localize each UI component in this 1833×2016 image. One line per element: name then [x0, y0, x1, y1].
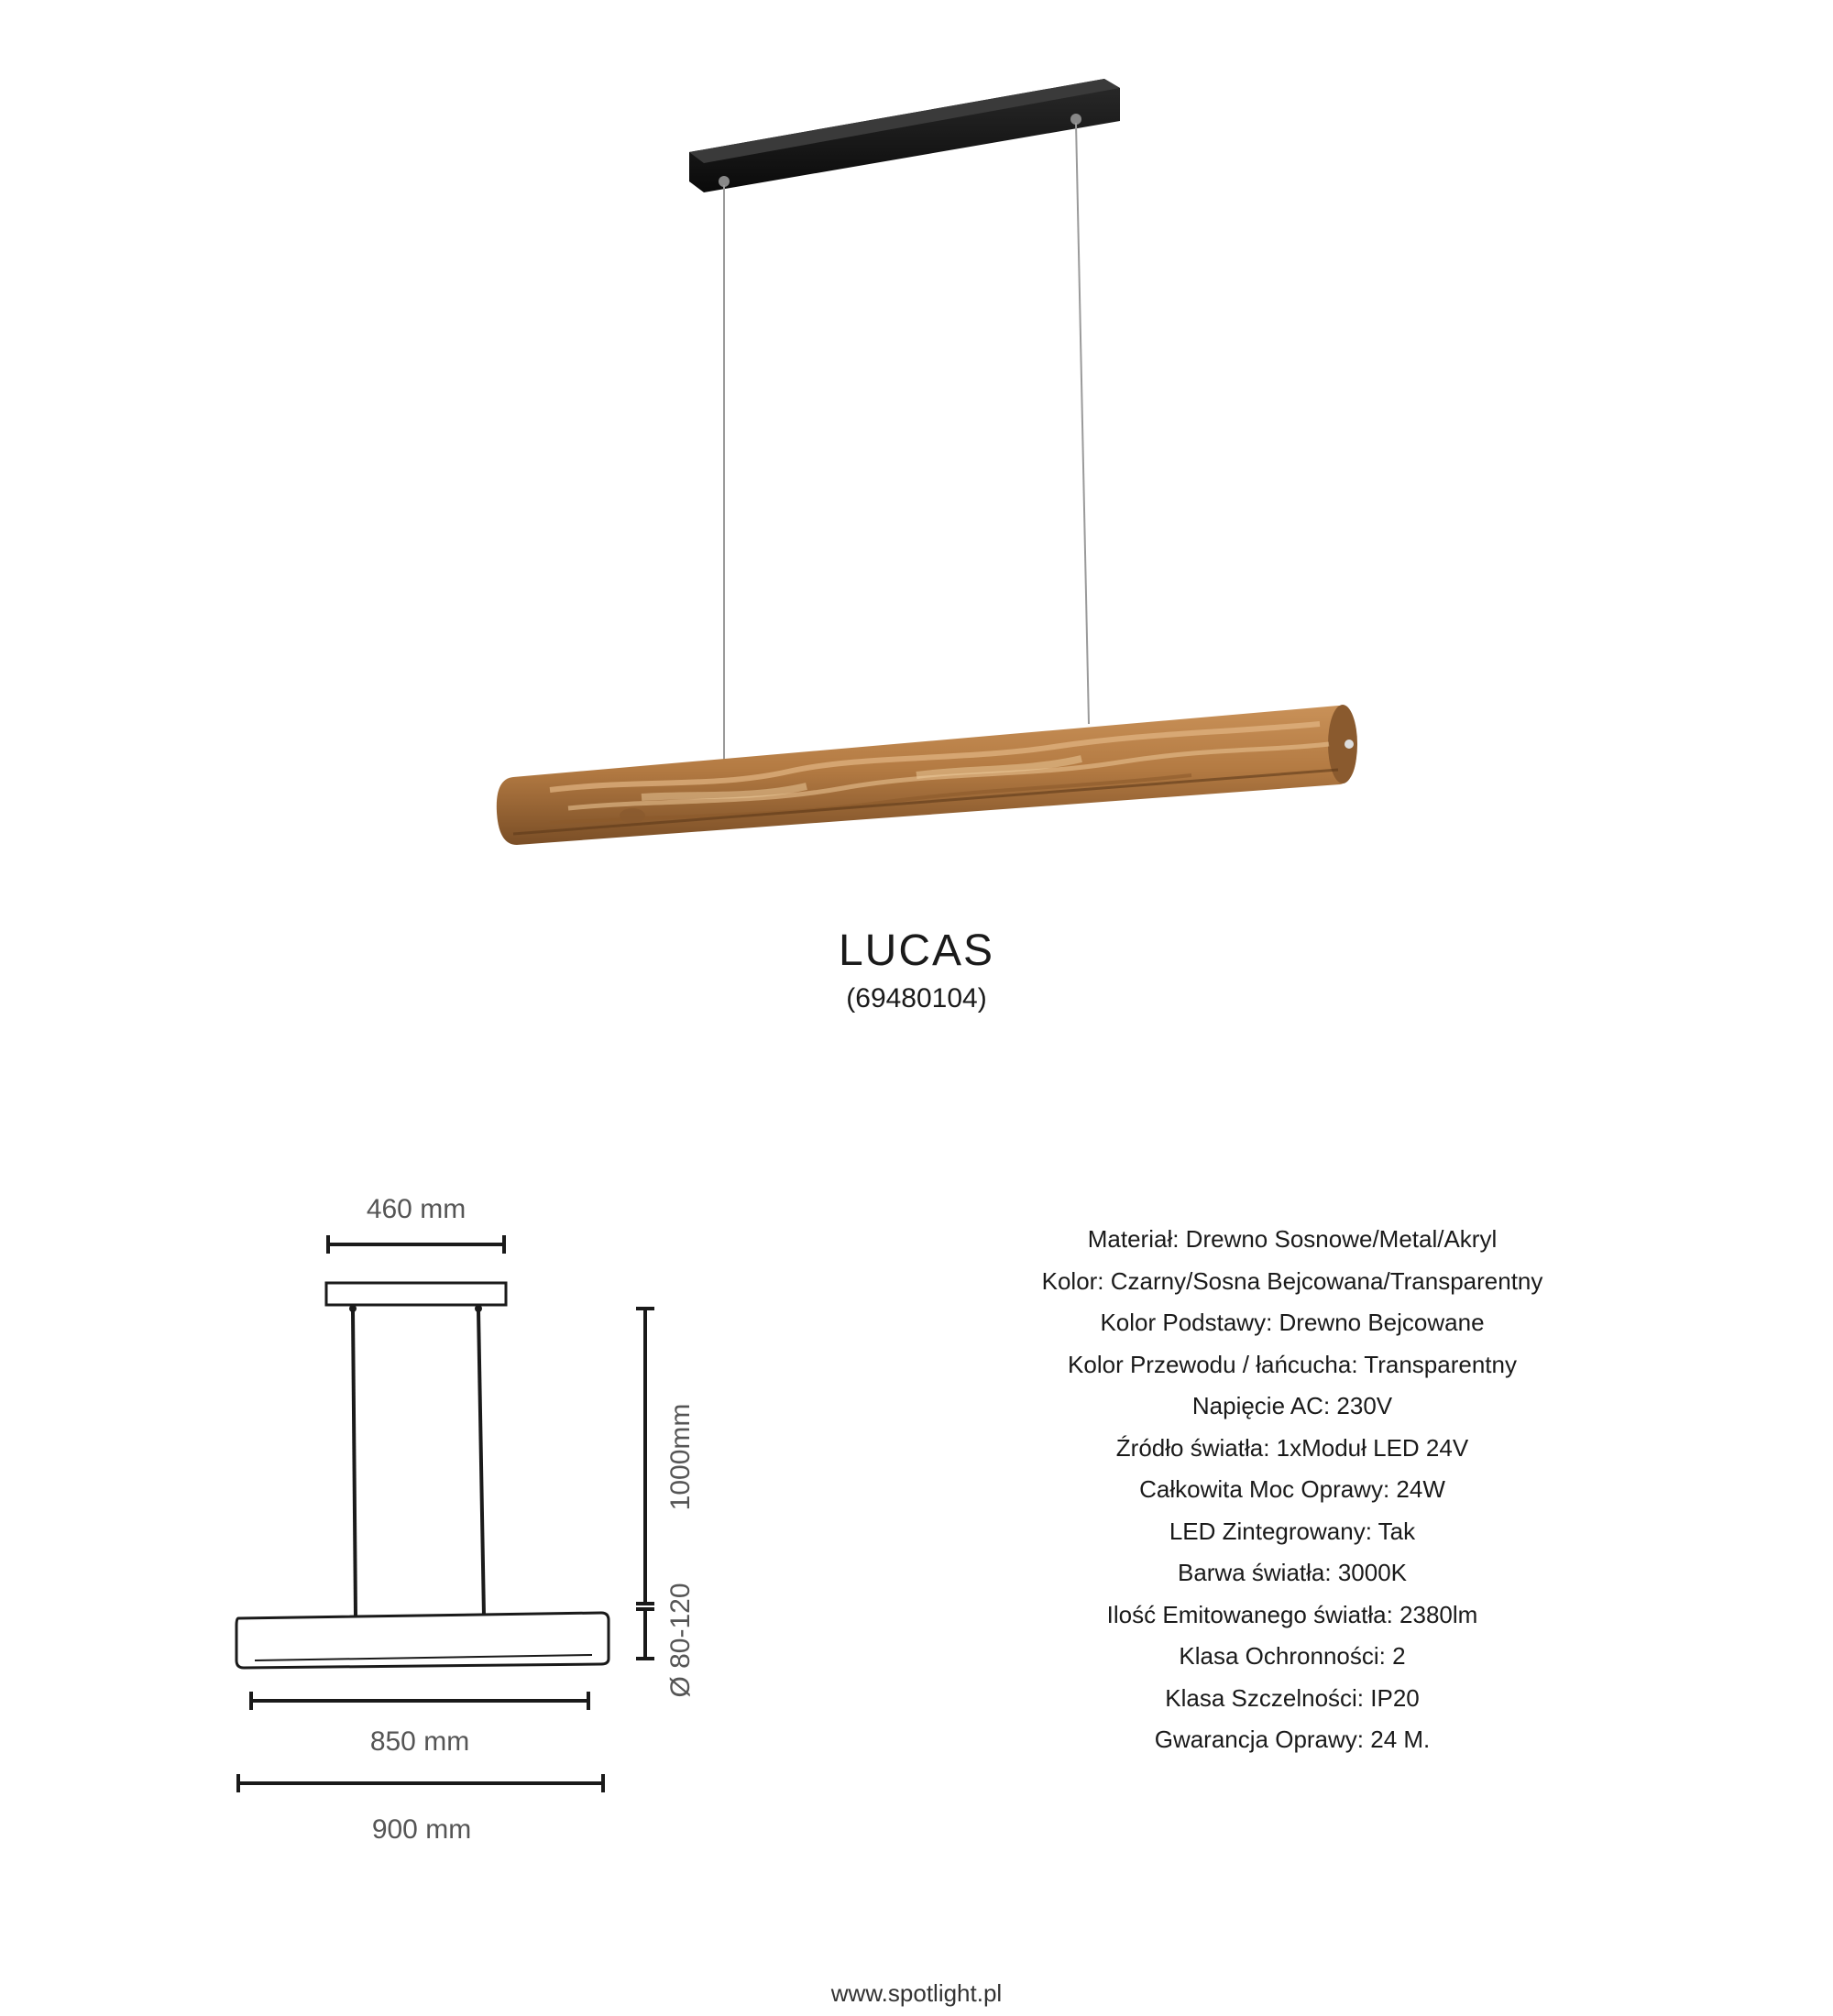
spec-line: Barwa światła: 3000K [1177, 1559, 1408, 1586]
dim-diameter-label: Ø 80-120 [665, 1583, 696, 1698]
dim-inner-length-label: 850 mm [369, 1726, 470, 1757]
spec-line: Gwarancja Oprawy: 24 M. [1154, 1726, 1431, 1753]
spec-line: Kolor Podstawy: Drewno Bejcowane [1100, 1309, 1485, 1336]
spec-line: LED Zintegrowany: Tak [1169, 1517, 1416, 1545]
spec-line: Kolor Przewodu / łańcucha: Transparentny [1068, 1350, 1517, 1378]
title-block [0, 926, 1833, 1017]
dim-total-length-label: 900 mm [371, 1814, 472, 1845]
spec-line: Ilość Emitowanego światła: 2380lm [1106, 1600, 1478, 1628]
spec-line: Napięcie AC: 230V [1191, 1392, 1393, 1419]
spec-line: Źródło światła: 1xModuł LED 24V [1115, 1433, 1469, 1462]
spec-line: Klasa Szczelności: IP20 [1165, 1683, 1420, 1712]
footer-website[interactable]: www.spotlight.pl [830, 1979, 1003, 2007]
spec-line: Materiał: Drewno Sosnowe/Metal/Akryl [1087, 1225, 1498, 1253]
drawing-canopy [326, 1283, 506, 1305]
product-name: LUCAS [838, 926, 995, 975]
dim-top-width-label: 460 mm [366, 1194, 466, 1224]
spec-line: Kolor: Czarny/Sosna Bejcowana/Transparentny [1041, 1266, 1543, 1295]
ceiling-canopy [689, 79, 1120, 192]
spec-line: Całkowita Moc Oprawy: 24W [1139, 1475, 1445, 1503]
spec-list [916, 1219, 1668, 1761]
suspension-wire-right [1076, 123, 1089, 724]
spec-line: Klasa Ochronności: 2 [1179, 1642, 1406, 1670]
product-code: (69480104) [846, 983, 987, 1013]
dim-height-label: 1000mm [665, 1403, 696, 1511]
product-photo [0, 0, 1833, 898]
dimension-drawing [211, 1182, 761, 1869]
wooden-log [497, 705, 1357, 845]
